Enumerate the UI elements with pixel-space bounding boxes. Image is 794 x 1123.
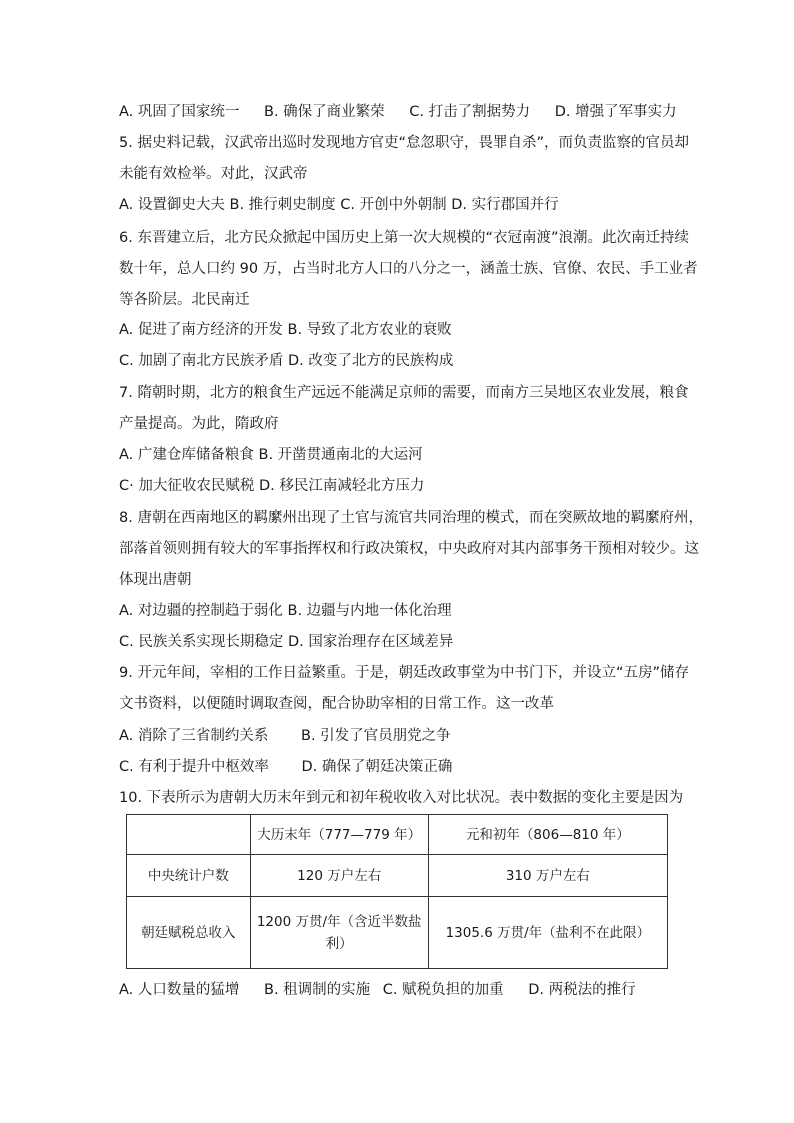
q7-options-cd: C· 加大征收农民赋税 D. 移民江南减轻北方压力 (119, 478, 425, 494)
table-cell: 120 万户左右 (250, 855, 428, 897)
q8-stem-line2: 部落首领则拥有较大的军事指挥权和行政决策权，中央政府对其内部事务干预相对较少。这 (119, 541, 699, 557)
q6-options-ab: A. 促进了南方经济的开发 B. 导致了北方农业的衰败 (119, 322, 452, 338)
q9-stem-line2: 文书资料，以便随时调取查阅，配合协助宰相的日常工作。这一改革 (119, 696, 554, 712)
table-header-cell (127, 815, 251, 855)
q4-option-a: A. 巩固了国家统一 (119, 104, 240, 120)
q6-stem-line2: 数十年，总人口约 90 万，占当时北方人口的八分之一，涵盖士族、官僚、农民、手工业者 (119, 261, 698, 277)
q7-stem-line2: 产量提高。为此，隋政府 (119, 416, 279, 432)
q10-option-b: B. 租调制的实施 (264, 982, 371, 998)
q10-options (119, 980, 636, 1000)
q9-option-b: B. 引发了官员朋党之争 (301, 728, 451, 744)
tax-comparison-table (126, 814, 668, 969)
q10-option-d: D. 两税法的推行 (528, 982, 636, 998)
q5-stem-line1: 5. 据史料记载，汉武帝出巡时发现地方官吏“怠忽职守，畏罪自杀”，而负责监察的官员却 (119, 135, 689, 151)
q5-options: A. 设置御史大夫 B. 推行刺史制度 C. 开创中外朝制 D. 实行郡国并行 (119, 197, 559, 213)
q8-options-cd: C. 民族关系实现长期稳定 D. 国家治理存在区域差异 (119, 634, 454, 650)
table-header-cell: 大历末年（777—779 年） (250, 815, 428, 855)
q6-stem-line1: 6. 东晋建立后，北方民众掀起中国历史上第一次大规模的“衣冠南渡”浪潮。此次南迁持续 (119, 230, 689, 246)
table-row (127, 897, 668, 969)
q7-stem-line1: 7. 隋朝时期，北方的粮食生产远远不能满足京师的需要，而南方三吴地区农业发展，粮食 (119, 385, 689, 401)
q10-option-a: A. 人口数量的猛增 (119, 982, 240, 998)
table-header-cell: 元和初年（806—810 年） (428, 815, 667, 855)
q10-stem-line1: 10. 下表所示为唐朝大历末年到元和初年税收收入对比状况。表中数据的变化主要是因为 (119, 790, 684, 806)
q8-stem-line1: 8. 唐朝在西南地区的羁縻州出现了土官与流官共同治理的模式，而在突厥故地的羁縻府州， (119, 510, 703, 526)
table-cell: 中央统计户数 (127, 855, 251, 897)
table-row (127, 855, 668, 897)
q4-option-b: B. 确保了商业繁荣 (264, 104, 385, 120)
q9-options-cd (119, 757, 452, 777)
q7-options-ab: A. 广建仓库储备粮食 B. 开凿贯通南北的大运河 (119, 447, 423, 463)
q5-stem-line2: 未能有效检举。对此，汉武帝 (119, 166, 308, 182)
q4-option-d: D. 增强了军事实力 (554, 104, 677, 120)
table-cell: 310 万户左右 (428, 855, 667, 897)
q9-stem-line1: 9. 开元年间，宰相的工作日益繁重。于是，朝廷改政事堂为中书门下，并设立“五房”储存 (119, 665, 689, 681)
table-header-row (127, 815, 668, 855)
table-cell: 1305.6 万贯/年（盐利不在此限） (428, 897, 667, 969)
q9-option-d: D. 确保了朝廷决策正确 (301, 759, 453, 775)
table-cell: 朝廷赋税总收入 (127, 897, 251, 969)
table-cell: 1200 万贯/年（含近半数盐利） (250, 897, 428, 969)
q10-option-c: C. 赋税负担的加重 (382, 982, 504, 998)
q8-stem-line3: 体现出唐朝 (119, 572, 192, 588)
q6-stem-line3: 等各阶层。北民南迁 (119, 292, 250, 308)
q6-options-cd: C. 加剧了南北方民族矛盾 D. 改变了北方的民族构成 (119, 353, 454, 369)
q9-option-a: A. 消除了三省制约关系 (119, 728, 269, 744)
q9-option-c: C. 有利于提升中枢效率 (119, 759, 269, 775)
q9-options-ab (119, 726, 451, 746)
q4-option-c: C. 打击了割据势力 (409, 104, 531, 120)
q4-options (119, 102, 677, 122)
q8-options-ab: A. 对边疆的控制趋于弱化 B. 边疆与内地一体化治理 (119, 603, 452, 619)
